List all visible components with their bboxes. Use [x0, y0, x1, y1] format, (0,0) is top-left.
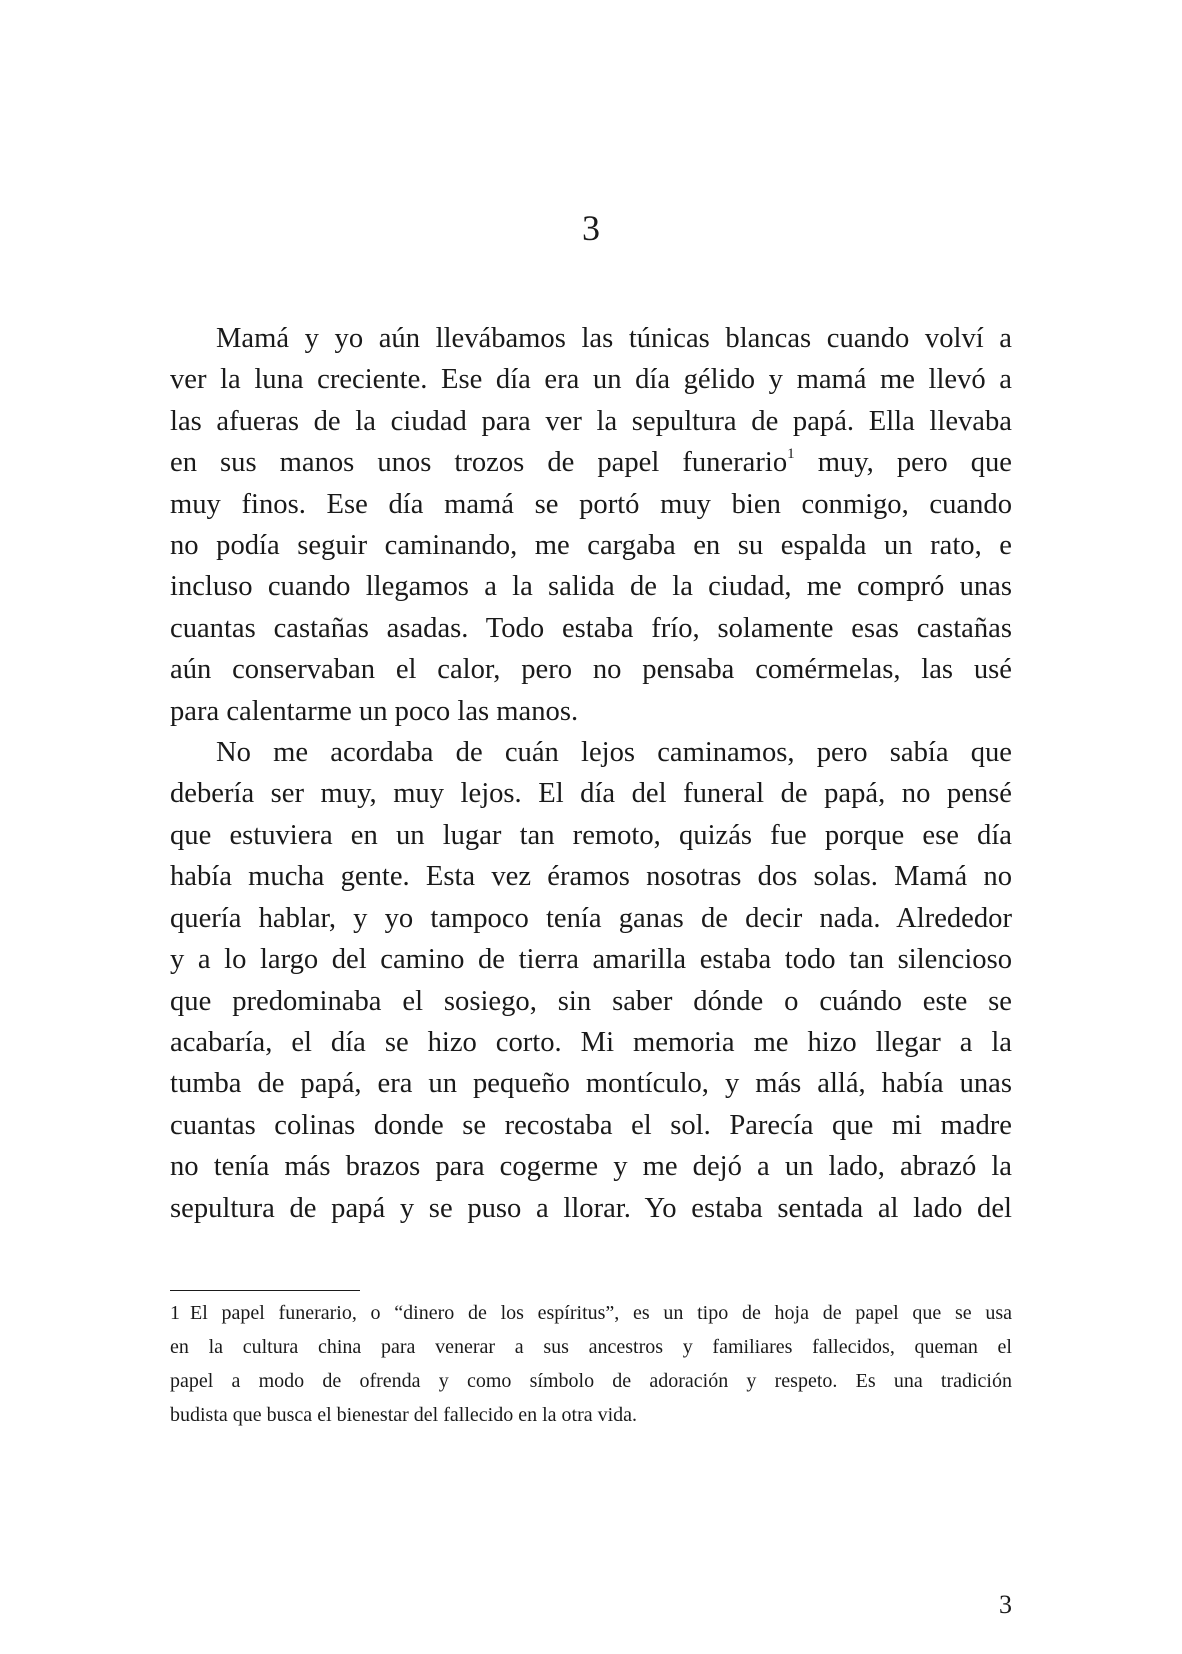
text-line: quería hablar, y yo tampoco tenía ganas de decir nada. Alrededor: [170, 902, 1012, 934]
text-line: tumba de papá, era un pequeño montículo, y más allá, había unas: [170, 1068, 1012, 1100]
text-line: y a lo largo del camino de tierra amarilla estaba todo tan silencioso: [170, 944, 1012, 976]
text-line: acabaría, el día se hizo corto. Mi memoria me hizo llegar a la: [170, 1026, 1012, 1058]
footnote-text: El papel funerario, o “dinero de los espíritus”, es un tipo de hoja de papel que se usa: [190, 1302, 1012, 1324]
text-line: había mucha gente. Esta vez éramos nosotras dos solas. Mamá no: [170, 861, 1012, 893]
text-line: aún conservaban el calor, pero no pensaba comérmelas, las usé: [170, 654, 1012, 686]
text-line: debería ser muy, muy lejos. El día del funeral de papá, no pensé: [170, 778, 1012, 810]
text-line: No me acordaba de cuán lejos caminamos, pero sabía que: [216, 737, 1012, 769]
footnote-reference: 1: [787, 446, 795, 463]
chapter-number: 3: [582, 208, 600, 248]
footnote-line: budista que busca el bienestar del fallecido en la otra vida.: [170, 1404, 638, 1426]
text-line: que predominaba el sosiego, sin saber dónde o cuándo este se: [170, 985, 1012, 1017]
paragraph-2: [170, 732, 1012, 1229]
text-line-with-footnote: [170, 442, 1012, 483]
footnote: [170, 1296, 1012, 1432]
text-line: muy finos. Ese día mamá se portó muy bien conmigo, cuando: [170, 488, 1012, 520]
footnote-line: en la cultura china para venerar a sus ancestros y familiares fallecidos, queman el: [170, 1336, 1012, 1358]
text-line: no tenía más brazos para cogerme y me dejó a un lado, abrazó la: [170, 1151, 1012, 1183]
footnote-divider: [170, 1290, 360, 1291]
footnote-number: 1: [170, 1302, 180, 1324]
text-fragment: muy, pero que: [817, 447, 1013, 479]
paragraph-1: [170, 318, 1012, 732]
footnote-line: [170, 1296, 1012, 1330]
text-line: sepultura de papá y se puso a llorar. Yo estaba sentada al lado del: [170, 1192, 1012, 1224]
text-line: cuantas colinas donde se recostaba el sol. Parecía que mi madre: [170, 1109, 1012, 1141]
text-fragment: en sus manos unos trozos de papel funerario: [170, 447, 788, 479]
footnote-line: papel a modo de ofrenda y como símbolo de adoración y respeto. Es una tradición: [170, 1370, 1012, 1392]
text-line: cuantas castañas asadas. Todo estaba frío, solamente esas castañas: [170, 612, 1012, 644]
body-text: [170, 318, 1012, 1229]
text-line: que estuviera en un lugar tan remoto, quizás fue porque ese día: [170, 819, 1012, 851]
text-line: las afueras de la ciudad para ver la sepultura de papá. Ella llevaba: [170, 405, 1012, 437]
text-line: incluso cuando llegamos a la salida de la ciudad, me compró unas: [170, 571, 1012, 603]
text-line: ver la luna creciente. Ese día era un día gélido y mamá me llevó a: [170, 364, 1012, 396]
page-number: 3: [999, 1590, 1012, 1619]
text-line: no podía seguir caminando, me cargaba en su espalda un rato, e: [170, 530, 1012, 562]
text-line: Mamá y yo aún llevábamos las túnicas blancas cuando volví a: [216, 323, 1012, 354]
text-line: para calentarme un poco las manos.: [170, 695, 579, 727]
